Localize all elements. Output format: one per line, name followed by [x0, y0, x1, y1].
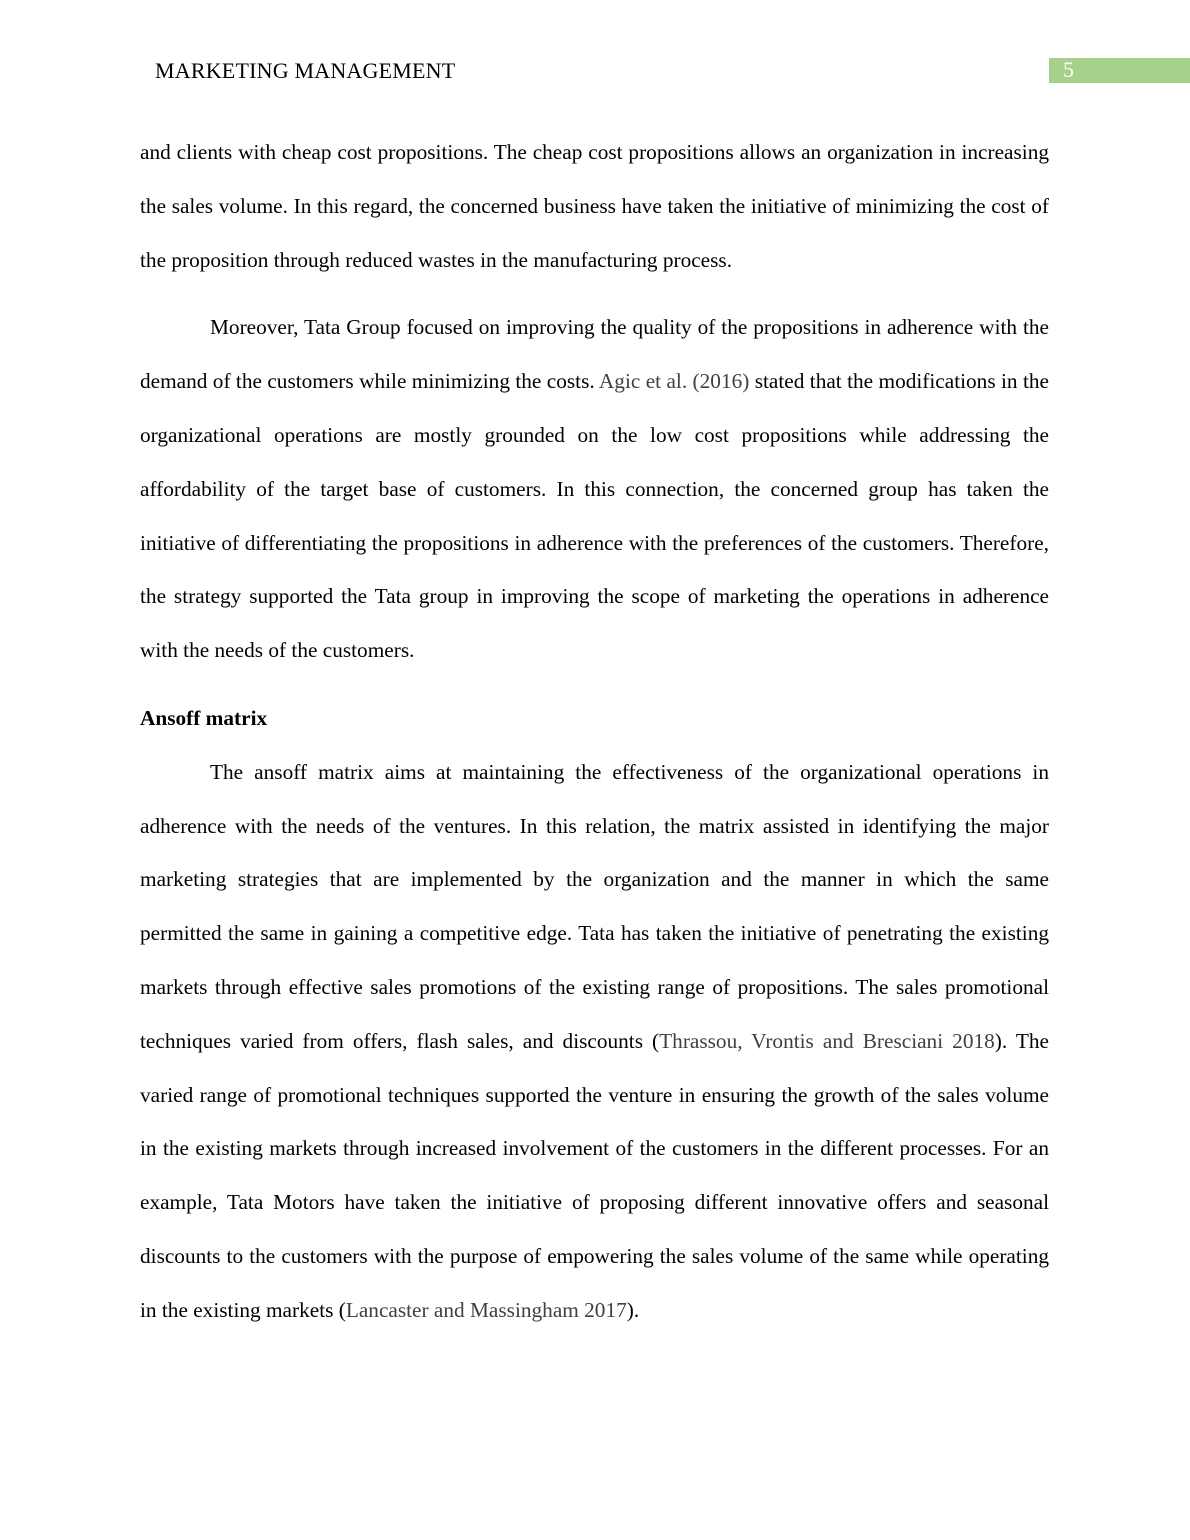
paragraph-ansoff-matrix	[140, 746, 1049, 1338]
citation-agic: Agic et al. (2016)	[598, 369, 750, 394]
paragraph-text: ). The varied range of promotional techniques supported the venture in ensuring the growth of the sales volume in the existing markets through increased involvement of the customers in the different processes. For an example, Tata Motors have taken the initiative of proposing different innovative offers and seasonal discounts to the customers with the purpose of empowering the sales volume of the same while operating in the existing markets (	[140, 1028, 1049, 1322]
paragraph-cost-propositions: and clients with cheap cost propositions. The cheap cost propositions allows an organization in increasing the sales volume. In this regard, the concerned business have taken the initiative of minimizing the cost of the proposition through reduced wastes in the manufacturing process.	[140, 140, 1049, 272]
citation-lancaster: Lancaster and Massingham 2017	[345, 1297, 627, 1322]
page-number-bar	[1049, 58, 1190, 83]
running-header-title: MARKETING MANAGEMENT	[155, 58, 456, 83]
paragraph-text: Moreover, Tata Group focused on improving the quality of the propositions in adherence with the demand of the customers while minimizing the costs.	[140, 315, 1049, 394]
section-heading-ansoff: Ansoff matrix	[140, 705, 268, 730]
page-number: 5	[1063, 57, 1074, 82]
paragraph-text: ).	[626, 1297, 640, 1322]
citation-thrassou: Thrassou, Vrontis and Bresciani 2018	[659, 1028, 995, 1053]
document-body	[140, 126, 1049, 1338]
paragraph-text: The ansoff matrix aims at maintaining the effectiveness of the organizational operations in adherence with the needs of the ventures. In this relation, the matrix assisted in identifying the major marketing strategies that are implemented by the organization and the manner in which the same permitted the same in gaining a competitive edge. Tata has taken the initiative of penetrating the existing markets through effective sales promotions of the existing range of propositions. The sales promotional techniques varied from offers, flash sales, and discounts (	[140, 759, 1049, 1053]
paragraph-quality-improvement	[140, 301, 1049, 678]
paragraph-text: stated that the modifications in the organizational operations are mostly grounded on the low cost propositions while addressing the affordability of the target base of customers. In this connection, the concerned group has taken the initiative of differentiating the propositions in adherence with the preferences of the customers. Therefore, the strategy supported the Tata group in improving the scope of marketing the operations in adherence with the needs of the customers.	[140, 369, 1049, 663]
